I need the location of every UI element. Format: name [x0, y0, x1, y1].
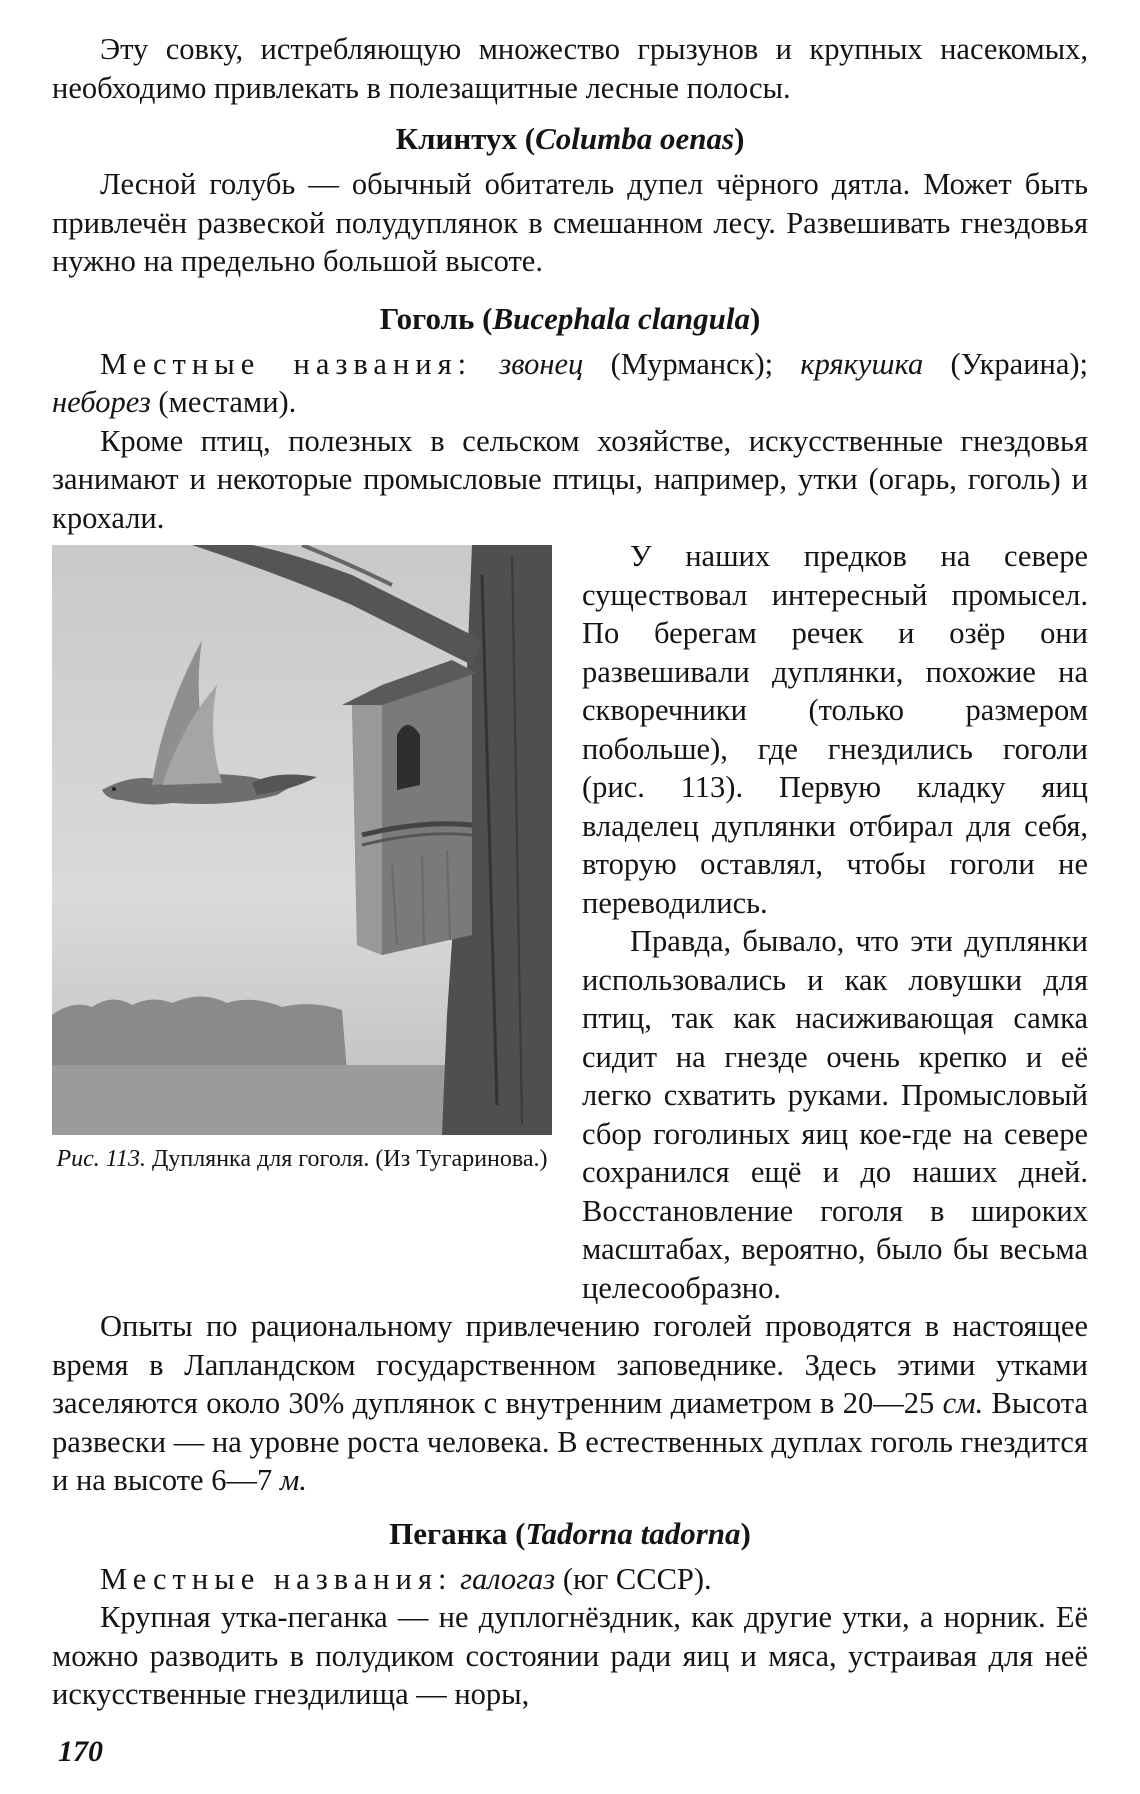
gogol-p4-unit-cm: см. — [942, 1386, 984, 1420]
peganka-local-names — [52, 1560, 1088, 1599]
peganka-local-name-1-place: (юг СССР). — [562, 1561, 712, 1596]
gogol-paragraph-2: У наших предков на севере существовал интересный промысел. По берегам речек и озёр они развешивали дуплянки, похожие на скворечники (только размером побольше), где гнездились гоголи (рис. 113). Первую кладку яиц владелец дуплянки отбирал для себя, вторую оставлял, чтобы гоголи не переводились. — [582, 539, 1088, 920]
gogol-p4-unit-m: м. — [279, 1463, 307, 1497]
gogol-p4-part-a: Опыты по рациональному привлечению гоголей проводятся в настоящее время в Лапландском государственном заповеднике. Здесь этими утками заселяются около 30% дуплянок с внутренним диаметром в 20—25 — [52, 1309, 1088, 1420]
local-name-3-place: (местами). — [158, 385, 297, 419]
peganka-paragraph: Крупная утка-пеганка — не дуплогнёздник, как другие утки, а норник. Её можно разводить в полудиком состоянии ради яиц и мяса, устраивая для неё искусственные гнездилища — норы, — [52, 1600, 1088, 1711]
gogol-paragraph-1: Кроме птиц, полезных в сельском хозяйстве, искусственные гнездовья занимают и некоторые промысловые птицы, например, утки (огарь, гоголь) и крохали. — [52, 423, 1088, 535]
local-name-1: звонец — [499, 346, 584, 381]
gogol-local-names — [52, 345, 1088, 422]
figure — [52, 537, 552, 1307]
heading-peganka-lat: Tadorna tadorna — [525, 1515, 741, 1551]
page — [52, 30, 1088, 1714]
klintukh-paragraph: Лесной голубь — обычный обитатель дупел чёрного дятла. Может быть привлечён развеской полудуплянок в смешанном лесу. Развешивать гнездовья нужно на предельно большой высоте. — [52, 167, 1088, 278]
peganka-local-name-1: галогаз — [460, 1561, 556, 1596]
heading-gogol-ru: Гоголь — [379, 300, 475, 336]
figure-illustration — [52, 545, 552, 1135]
local-name-2-place: (Украина); — [950, 346, 1089, 381]
heading-gogol-lat: Bucephala clangula — [492, 300, 750, 336]
local-name-1-place: (Мурманск); — [610, 346, 774, 381]
peganka-local-label: Местные названия: — [100, 1561, 453, 1596]
intro-paragraph: Эту совку, истребляющую множество грызунов и крупных насекомых, необходимо привлекать в полезащитные лесные полосы. — [52, 32, 1088, 105]
local-name-2: крякушка — [800, 346, 924, 381]
figure-block — [52, 537, 1088, 1307]
heading-klintukh-lat: Columba oenas — [535, 121, 735, 156]
gogol-p4-part-b: Высота развески — на уровне роста человека. В естественных дуплах гоголь гнездится и на высоте 6—7 — [52, 1386, 1089, 1497]
figure-label: Рис. 113. — [56, 1146, 146, 1172]
figure-caption-text: Дуплянка для гоголя. (Из Тугаринова.) — [151, 1146, 548, 1172]
page-number: 170 — [58, 1735, 103, 1768]
heading-gogol: Гоголь (Bucephala clangula) — [379, 300, 761, 336]
heading-klintukh: Клинтух (Columba oenas) — [395, 121, 745, 156]
heading-klintukh-ru: Клинтух — [395, 121, 518, 156]
local-name-3: неборез — [52, 385, 151, 419]
heading-peganka: Пеганка (Tadorna tadorna) — [389, 1515, 751, 1551]
figure-caption — [52, 1145, 552, 1174]
gogol-paragraph-3: Правда, бывало, что эти дуплянки использовались и как ловушки для птиц, так как насиживающая самка сидит на гнезде очень крепко и её легко схватить руками. Промысловый сбор гоголиных яиц кое-где на севере сохранился ещё и до наших дней. Восстановление гоголя в широких масштабах, вероятно, было бы весьма целесообразно. — [582, 924, 1088, 1305]
heading-peganka-ru: Пеганка — [389, 1515, 508, 1551]
figure-side-text — [582, 537, 1088, 1307]
gogol-paragraph-4 — [52, 1307, 1088, 1500]
local-names-label: Местные названия: — [100, 346, 473, 381]
